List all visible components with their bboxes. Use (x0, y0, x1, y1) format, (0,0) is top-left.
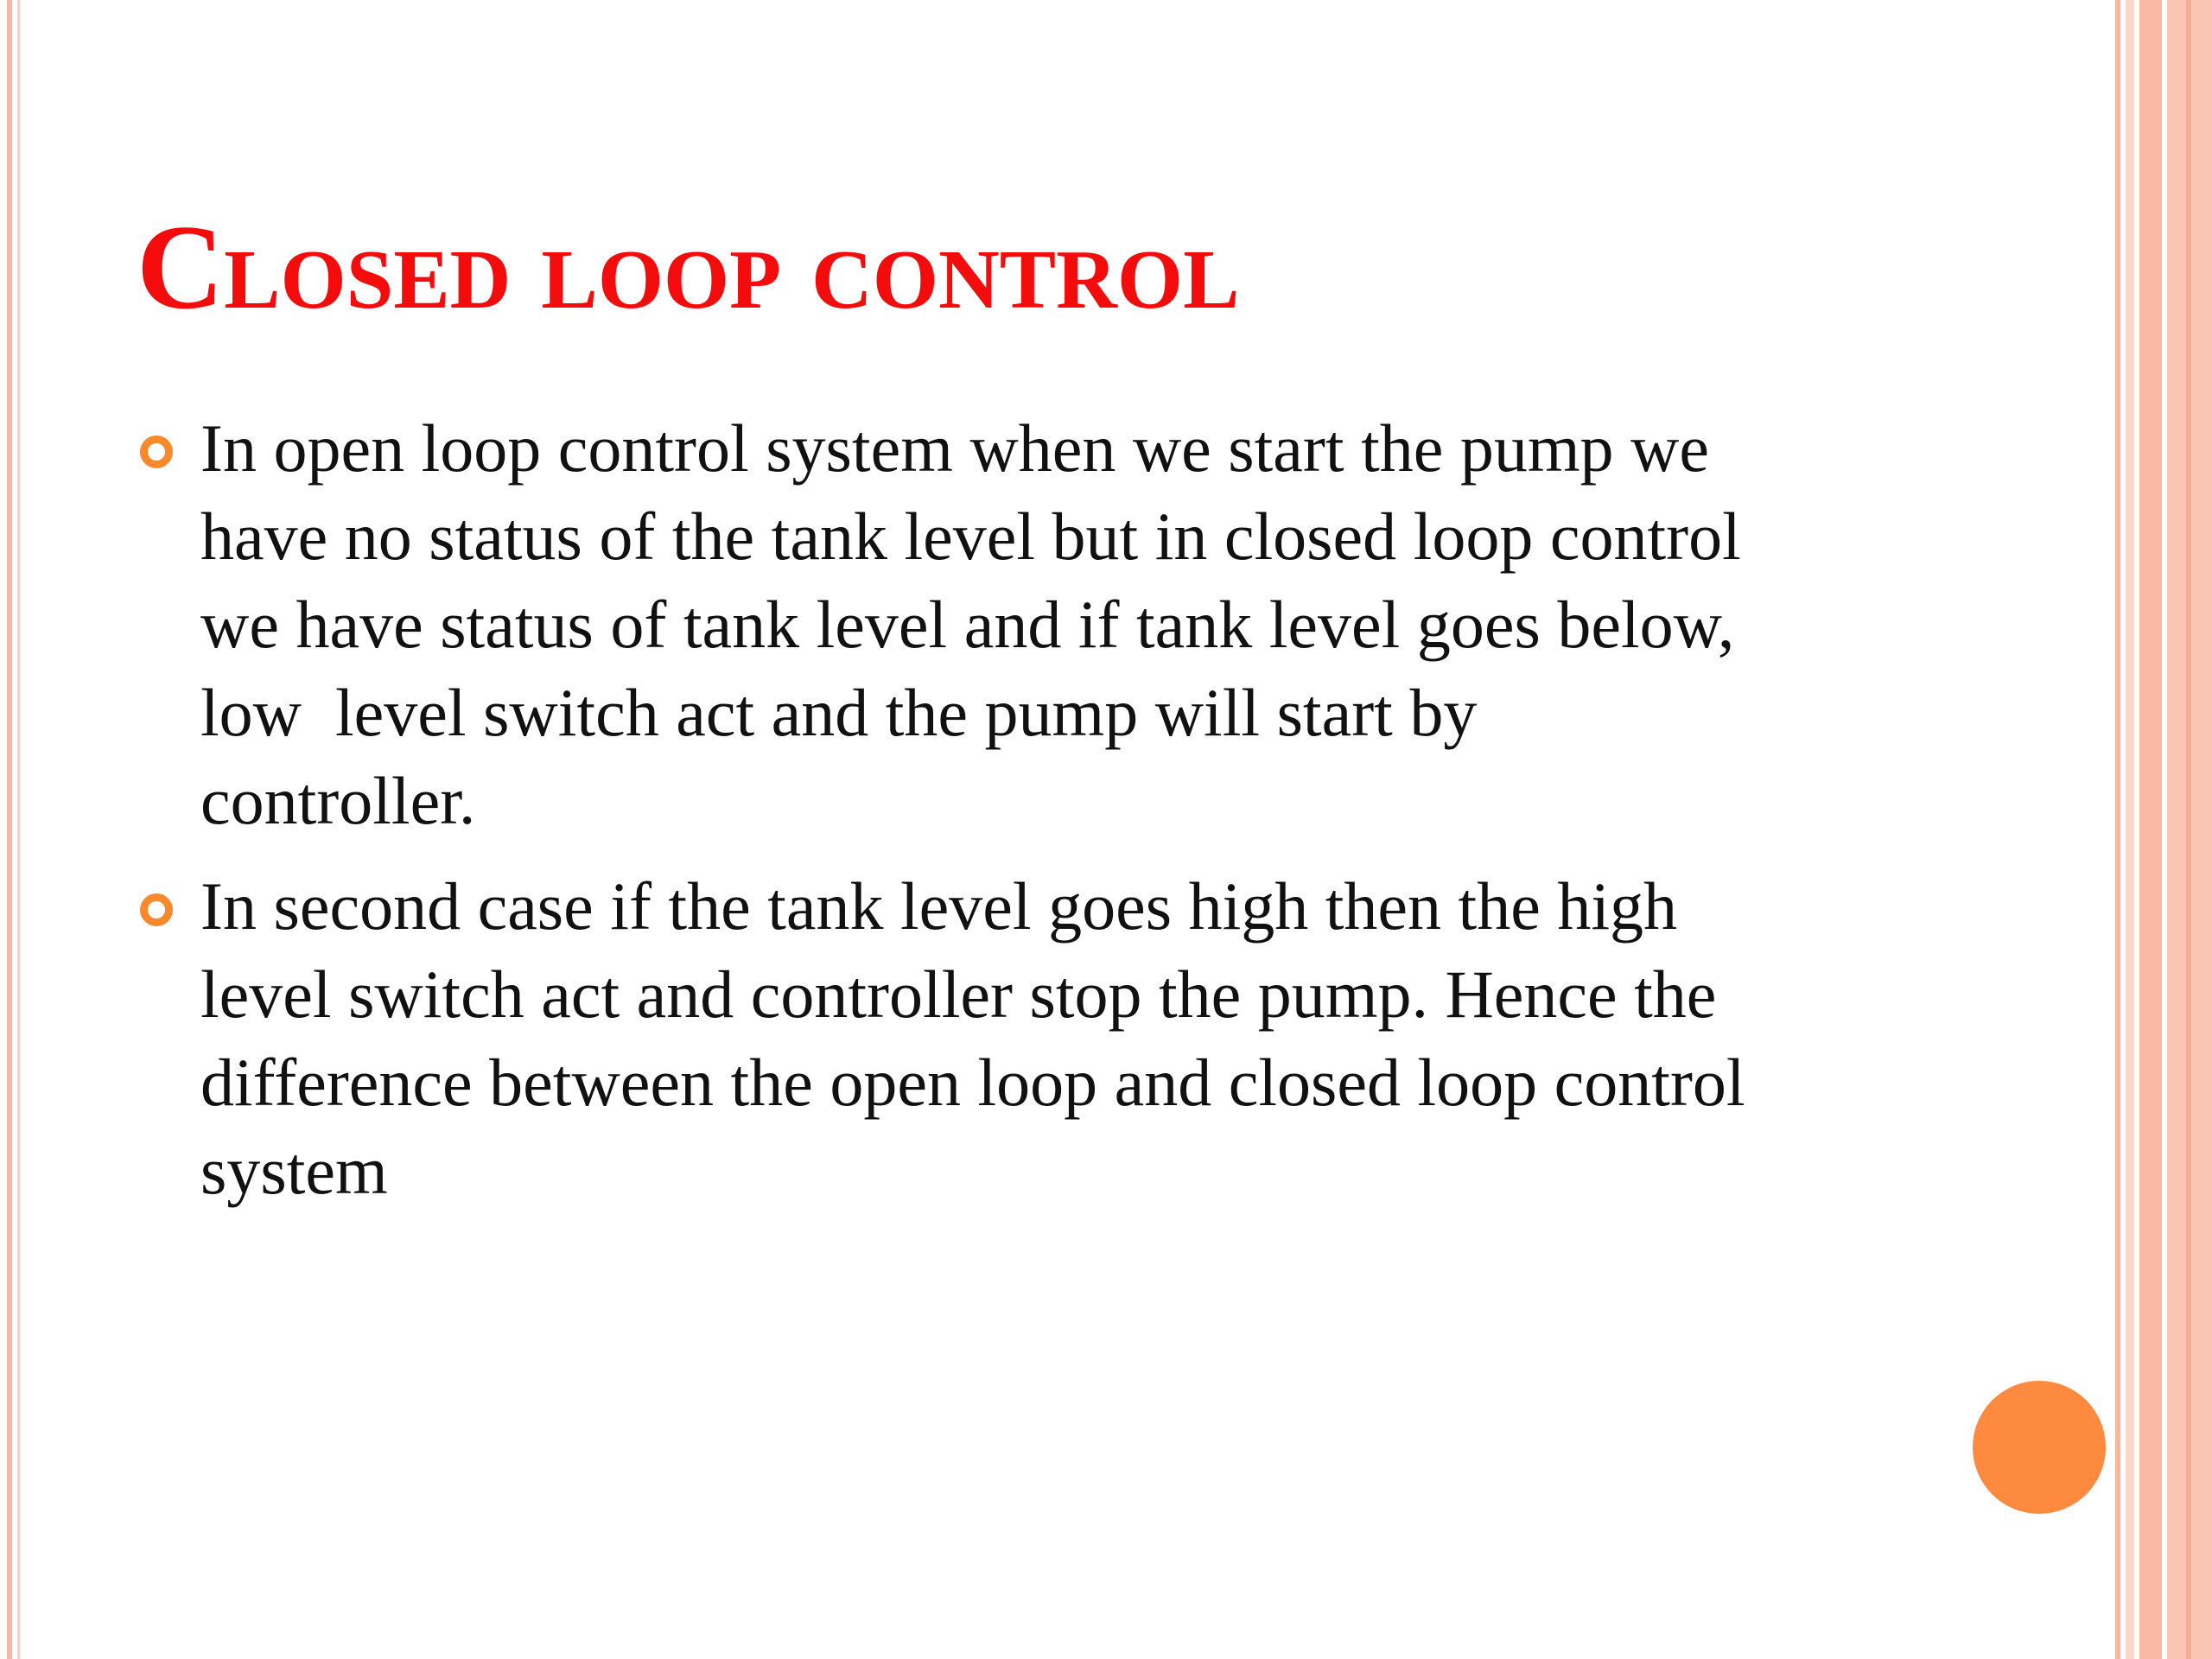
ring-bullet-icon (140, 435, 173, 468)
bullet-line: difference between the open loop and closed loop control (200, 1045, 1745, 1120)
slide-title: Closed loop control (137, 200, 1240, 334)
bullet-line: system (200, 1133, 388, 1208)
bullet-line: we have status of tank level and if tank level goes below, (200, 587, 1735, 662)
right-border-stripe (2115, 0, 2120, 1659)
bullet-item (138, 862, 1970, 1215)
bullet-line: controller. (200, 763, 476, 838)
right-border-stripe (2139, 0, 2162, 1659)
ring-bullet-icon (140, 893, 173, 926)
orange-circle-decoration (1973, 1381, 2106, 1514)
right-border-stripe (2126, 0, 2134, 1659)
bullet-line: have no status of the tank level but in closed loop control (200, 499, 1741, 574)
right-border-stripe (2186, 0, 2191, 1659)
bullet-item (138, 404, 1970, 845)
left-border-line (7, 0, 12, 1659)
left-border-line-inner (17, 0, 20, 1659)
bullet-line: In second case if the tank level goes high then the high (200, 868, 1677, 944)
bullet-list (138, 404, 1970, 1232)
bullet-line: low level switch act and the pump will start by (200, 675, 1478, 750)
bullet-line: level switch act and controller stop the pump. Hence the (200, 957, 1717, 1032)
bullet-line: In open loop control system when we start the pump we (200, 410, 1709, 486)
